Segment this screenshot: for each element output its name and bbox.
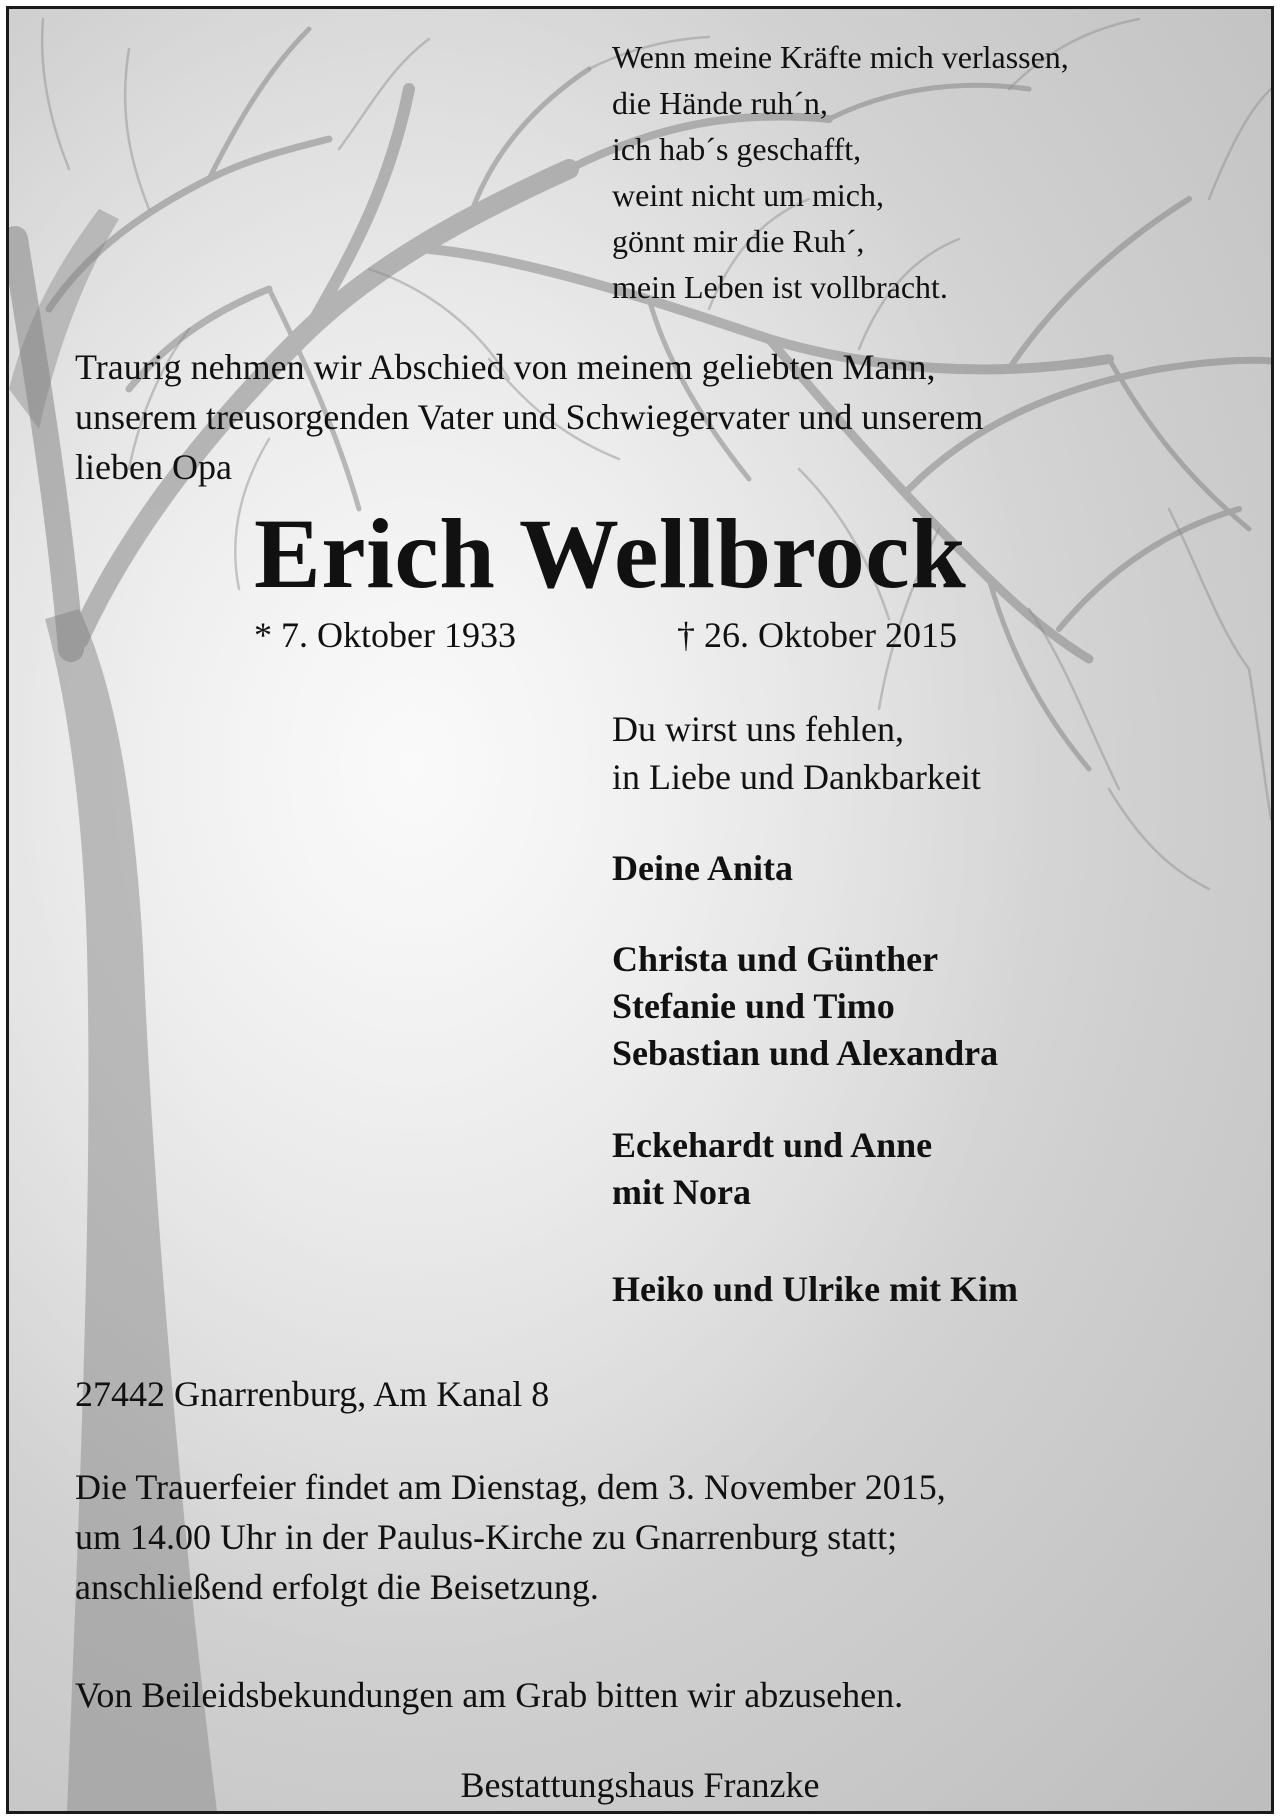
birth-date: * 7. Oktober 1933 xyxy=(254,615,516,655)
mourner-name: Heiko und Ulrike mit Kim xyxy=(612,1269,1019,1309)
mourner-name: mit Nora xyxy=(612,1172,751,1212)
poem xyxy=(612,34,1069,310)
intro-text xyxy=(75,342,983,492)
farewell-line: in Liebe und Dankbarkeit xyxy=(612,757,981,797)
death-date: † 26. Oktober 2015 xyxy=(677,615,957,655)
poem-line: Wenn meine Kräfte mich verlassen, xyxy=(612,39,1069,75)
intro-line: Traurig nehmen wir Abschied von meinem geliebten Mann, xyxy=(75,347,936,387)
obituary-notice xyxy=(6,6,1274,1814)
deceased-name: Erich Wellbrock xyxy=(254,498,967,609)
ceremony-info xyxy=(75,1462,946,1612)
mourner-name: Stefanie und Timo xyxy=(612,986,895,1026)
mourner-group xyxy=(612,845,793,892)
funeral-home-name: Bestattungshaus Franzke xyxy=(460,1765,820,1805)
poem-line: die Hände ruh´n, xyxy=(612,85,828,121)
condolence-note: Von Beileidsbekundungen am Grab bitten wir abzusehen. xyxy=(75,1675,904,1715)
mourner-name: Christa und Günther xyxy=(612,939,939,979)
ceremony-line: um 14.00 Uhr in der Paulus-Kirche zu Gnarrenburg statt; xyxy=(75,1517,898,1557)
family-address: 27442 Gnarrenburg, Am Kanal 8 xyxy=(75,1374,550,1414)
poem-line: weint nicht um mich, xyxy=(612,177,884,213)
intro-line: unserem treusorgenden Vater und Schwiegervater und unserem xyxy=(75,397,984,437)
intro-line: lieben Opa xyxy=(75,447,232,487)
mourner-name: Sebastian und Alexandra xyxy=(612,1033,999,1073)
ceremony-line: Die Trauerfeier findet am Dienstag, dem 3. November 2015, xyxy=(75,1467,946,1507)
poem-line: mein Leben ist vollbracht. xyxy=(612,269,948,305)
farewell-line: Du wirst uns fehlen, xyxy=(612,709,904,749)
mourner-group xyxy=(612,936,998,1077)
mourner-group xyxy=(612,1122,932,1216)
mourner-name: Deine Anita xyxy=(612,848,794,888)
ceremony-line: anschließend erfolgt die Beisetzung. xyxy=(75,1567,599,1607)
poem-line: gönnt mir die Ruh´, xyxy=(612,223,865,259)
mourner-name: Eckehardt und Anne xyxy=(612,1125,933,1165)
mourner-group xyxy=(612,1266,1018,1313)
farewell-text xyxy=(612,705,981,801)
poem-line: ich hab´s geschafft, xyxy=(612,131,862,167)
